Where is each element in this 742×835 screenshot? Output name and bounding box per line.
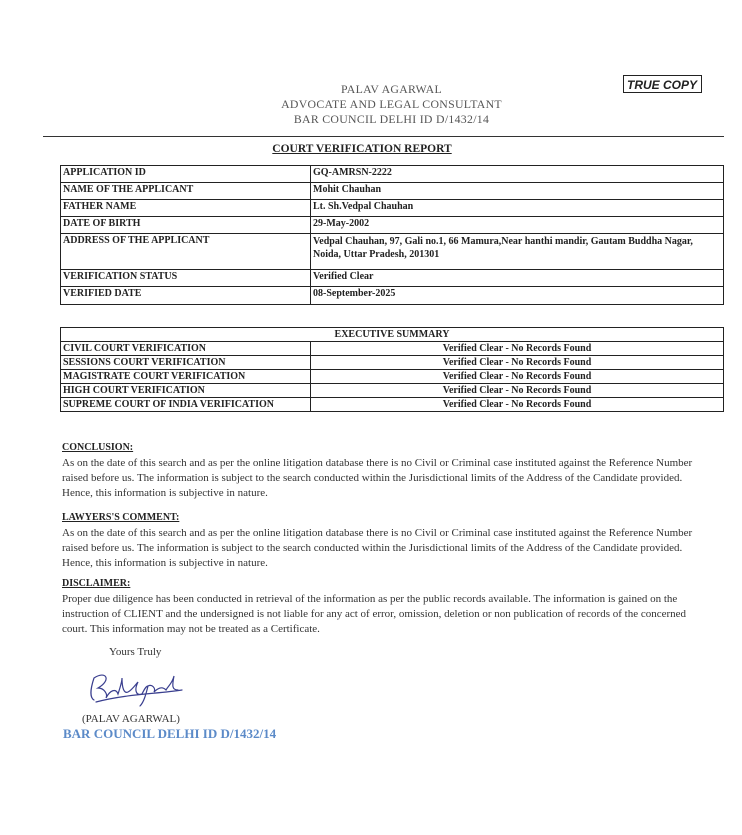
table-row [61, 356, 724, 370]
table-row [61, 217, 724, 234]
signature-image [86, 664, 186, 710]
table-row [61, 166, 724, 183]
table-row [61, 200, 724, 217]
table-row [61, 234, 724, 270]
conclusion-section [62, 440, 712, 501]
letterhead [0, 82, 742, 127]
row-value: GQ-AMRSN-2222 [311, 166, 724, 183]
comment-heading: LAWYERS'S COMMENT: [62, 512, 180, 523]
disclaimer-text: Proper due diligence has been conducted in retrieval of the information as per the public records available. The information is gained on the instruction of CLIENT and the undersigned is not liable for any act of error, omission, deletion or non publication of records of the concerned court. This information may not be treated as a Certificate. [62, 593, 687, 635]
row-value: Verified Clear - No Records Found [311, 342, 724, 356]
table-row [61, 398, 724, 412]
row-value: Verified Clear - No Records Found [311, 356, 724, 370]
summary-title: EXECUTIVE SUMMARY [61, 328, 724, 342]
row-label: MAGISTRATE COURT VERIFICATION [61, 370, 311, 384]
table-row [61, 183, 724, 200]
row-label: SESSIONS COURT VERIFICATION [61, 356, 311, 370]
executive-summary-table [60, 327, 724, 412]
table-row [61, 287, 724, 305]
bar-council-id: BAR COUNCIL DELHI ID D/1432/14 [293, 112, 490, 126]
header-divider [43, 136, 724, 137]
row-label: HIGH COURT VERIFICATION [61, 384, 311, 398]
table-row [61, 384, 724, 398]
row-value: Verified Clear - No Records Found [311, 370, 724, 384]
row-value: Mohit Chauhan [311, 183, 724, 200]
row-value: Lt. Sh.Vedpal Chauhan [311, 200, 724, 217]
row-value: Verified Clear - No Records Found [311, 384, 724, 398]
row-label: APPLICATION ID [61, 166, 311, 183]
row-label: CIVIL COURT VERIFICATION [61, 342, 311, 356]
table-row [61, 342, 724, 356]
report-title: COURT VERIFICATION REPORT [272, 143, 452, 155]
disclaimer-heading: DISCLAIMER: [62, 578, 131, 589]
closing-salutation: Yours Truly [109, 646, 162, 658]
true-copy-stamp: TRUE COPY [623, 75, 702, 93]
signatory-name: (PALAV AGARWAL) [82, 713, 180, 725]
conclusion-heading: CONCLUSION: [62, 442, 134, 453]
row-value: Verified Clear - No Records Found [311, 398, 724, 412]
advocate-name: PALAV AGARWAL [340, 82, 443, 96]
row-value: 29-May-2002 [311, 217, 724, 234]
row-label: NAME OF THE APPLICANT [61, 183, 311, 200]
advocate-title: ADVOCATE AND LEGAL CONSULTANT [281, 97, 502, 111]
table-row [61, 370, 724, 384]
signatory-bar-id: BAR COUNCIL DELHI ID D/1432/14 [63, 726, 277, 741]
disclaimer-section [62, 576, 712, 637]
row-label: FATHER NAME [61, 200, 311, 217]
row-label: ADDRESS OF THE APPLICANT [61, 234, 311, 270]
conclusion-text: As on the date of this search and as per the online litigation database there is no Civil or Criminal case instituted against the Reference Number raised before us. The information is subject to the search conducted within the Jurisdictional limits of the Address of the Candidate provided. Hence, this information is subjective in nature. [62, 457, 693, 499]
comment-text: As on the date of this search and as per the online litigation database there is no Civil or Criminal case instituted against the Reference Number raised before us. The information is subject to the search conducted within the Jurisdictional limits of the Address of the Candidate provided. Hence, this information is subjective in nature. [62, 527, 693, 569]
row-value: 08-September-2025 [311, 287, 724, 305]
lawyers-comment-section [62, 510, 712, 571]
row-value: Verified Clear [311, 270, 724, 287]
row-label: DATE OF BIRTH [61, 217, 311, 234]
row-label: VERIFIED DATE [61, 287, 311, 305]
table-row [61, 270, 724, 287]
applicant-details-table [60, 165, 724, 305]
table-row [61, 328, 724, 342]
row-label: SUPREME COURT OF INDIA VERIFICATION [61, 398, 311, 412]
row-label: VERIFICATION STATUS [61, 270, 311, 287]
row-value: Vedpal Chauhan, 97, Gali no.1, 66 Mamura,Near hanthi mandir, Gautam Buddha Nagar, Noida, Uttar Pradesh, 201301 [311, 234, 724, 270]
